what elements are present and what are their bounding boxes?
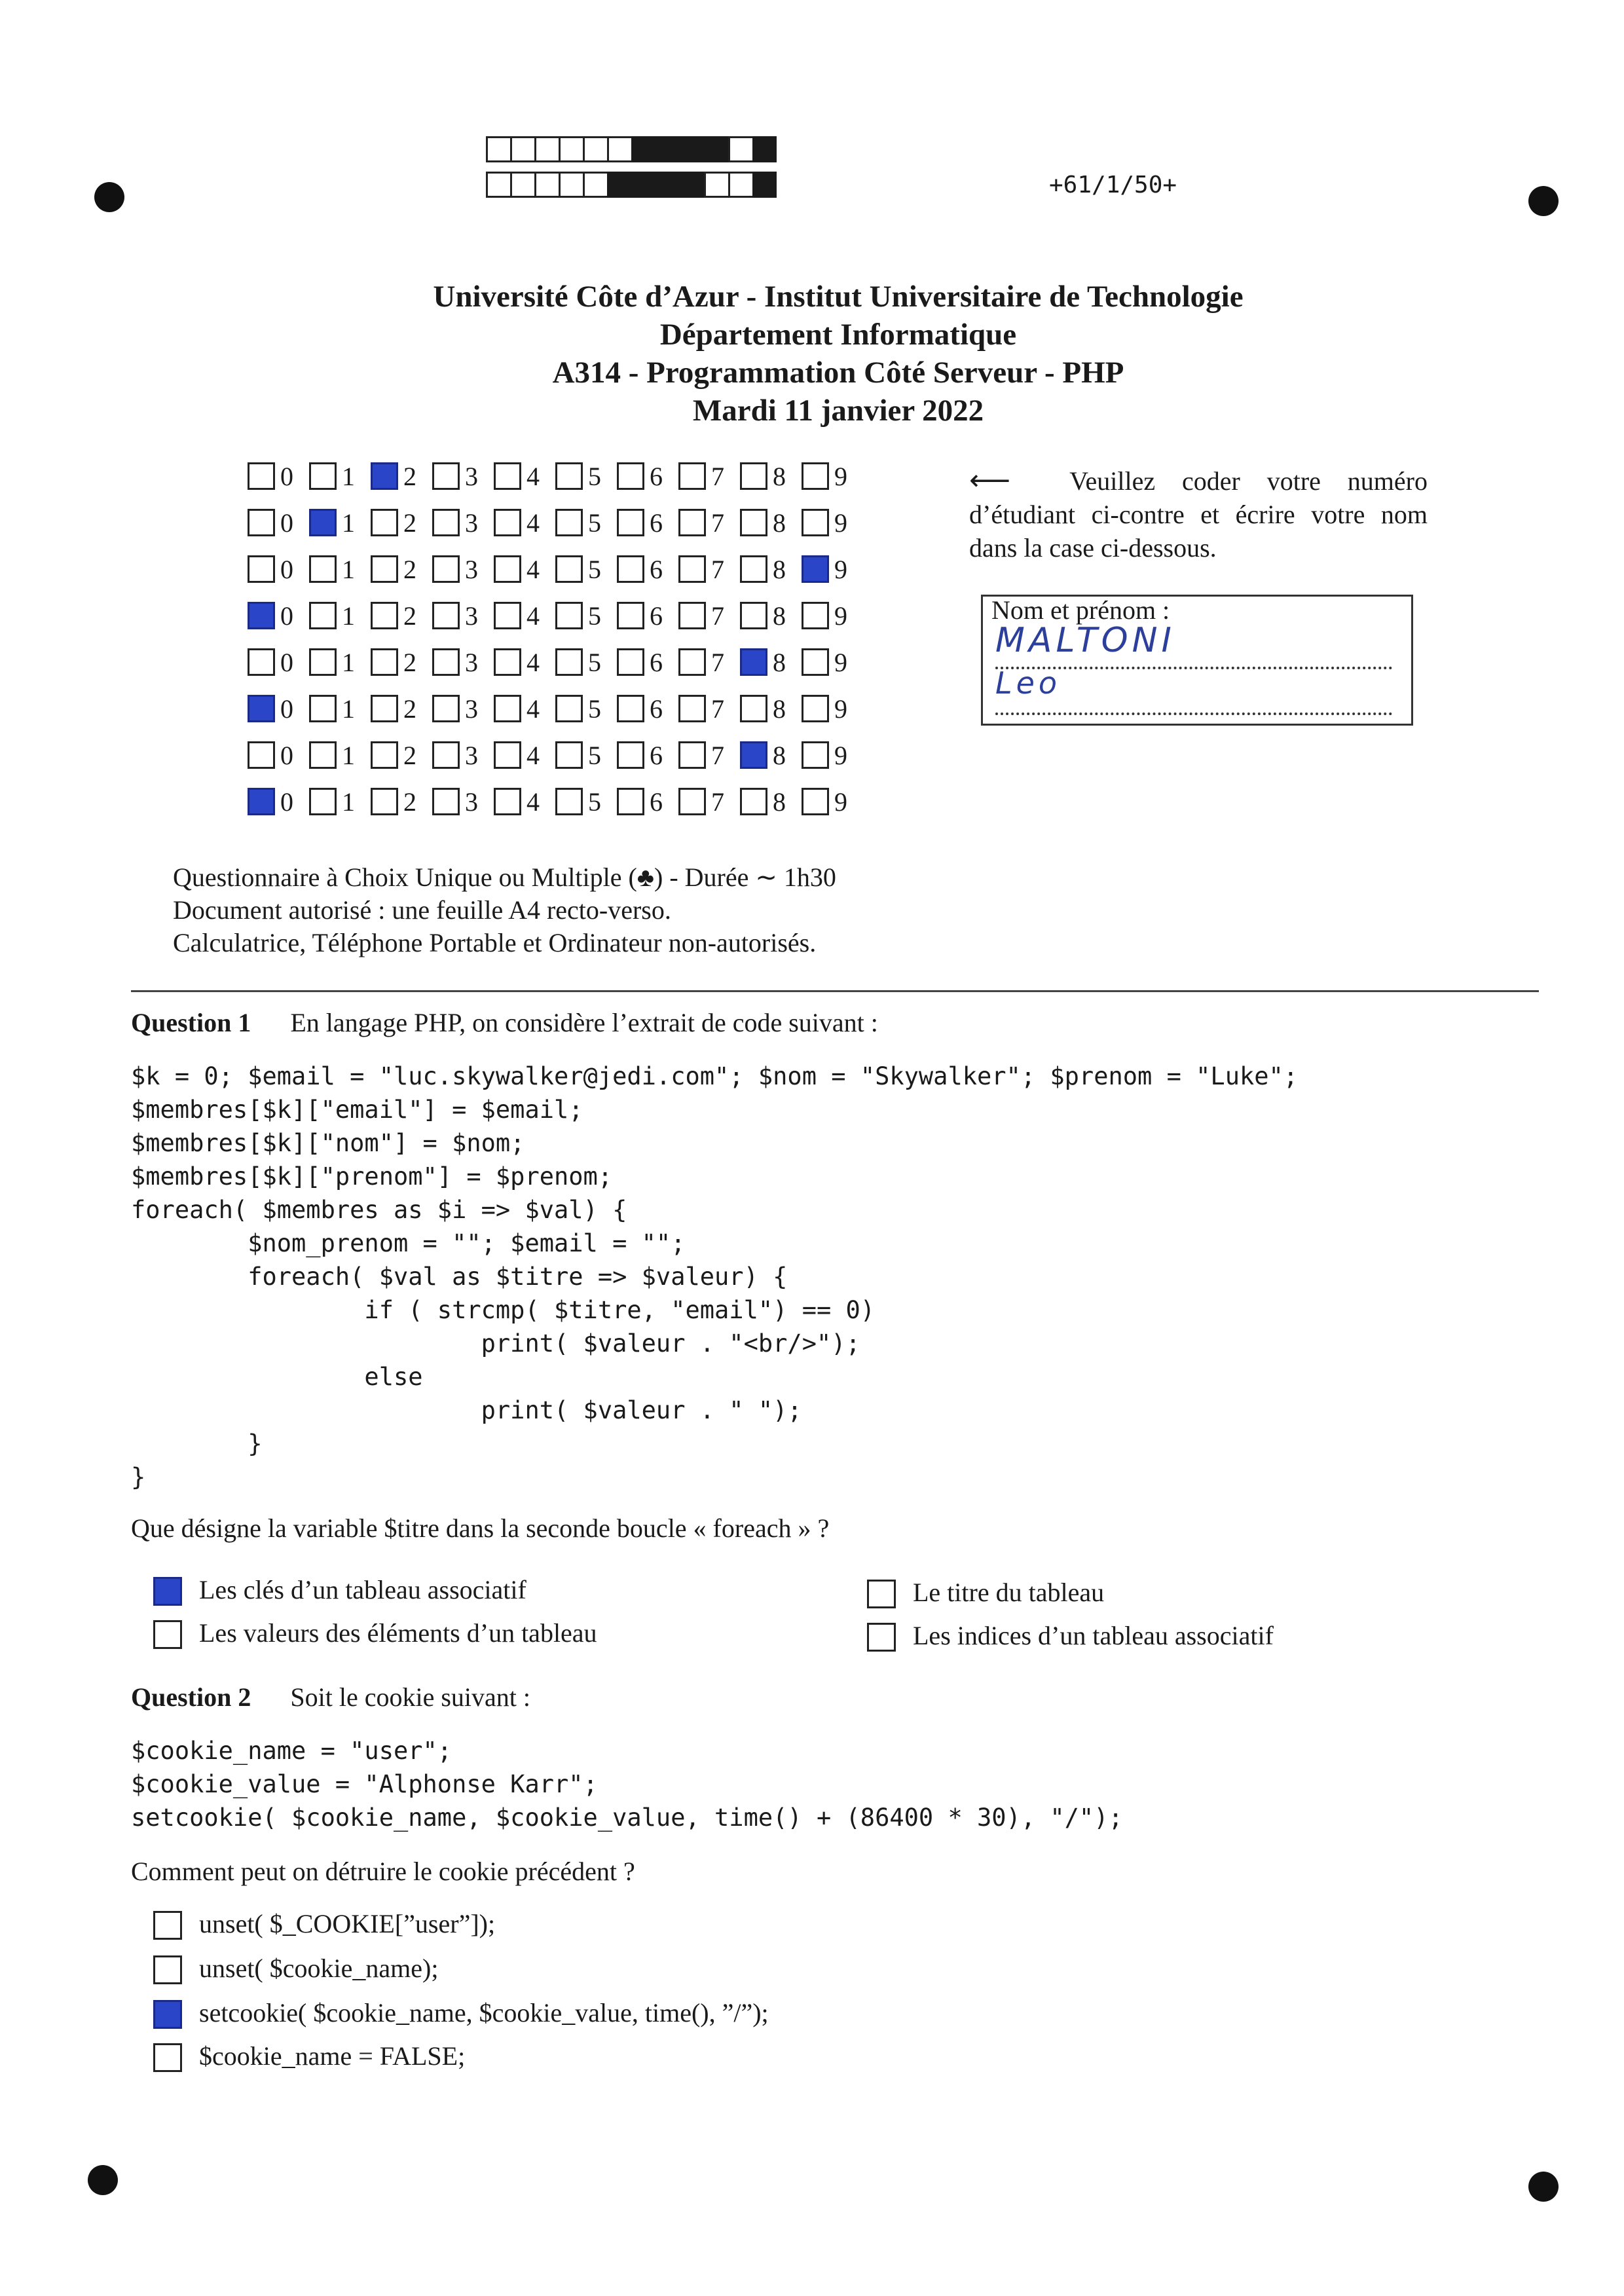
digit-checkbox[interactable] (802, 788, 829, 815)
digit-checkbox[interactable] (617, 741, 644, 769)
barcode-cell (704, 136, 728, 162)
digit-checkbox[interactable] (371, 462, 398, 490)
digit-label: 9 (834, 508, 847, 538)
digit-checkbox[interactable] (678, 788, 706, 815)
question-2-header (131, 1682, 530, 1713)
exam-info-line: Document autorisé : une feuille A4 recto-verso. (173, 895, 671, 925)
digit-label: 2 (403, 648, 416, 677)
digit-checkbox[interactable] (248, 788, 275, 815)
digit-checkbox[interactable] (494, 741, 521, 769)
answer-checkbox[interactable] (867, 1580, 896, 1608)
digit-label: 6 (650, 694, 663, 724)
barcode-cell (559, 136, 583, 162)
digit-checkbox[interactable] (371, 695, 398, 722)
digit-checkbox[interactable] (802, 509, 829, 536)
digit-label: 5 (588, 694, 601, 724)
digit-label: 6 (650, 648, 663, 677)
digit-label: 1 (342, 741, 355, 770)
registration-dot-top-left (94, 182, 124, 212)
digit-checkbox[interactable] (555, 462, 583, 490)
digit-label: 1 (342, 648, 355, 677)
barcode-cell (607, 136, 631, 162)
digit-label: 1 (342, 601, 355, 631)
id-instructions (969, 464, 1428, 565)
barcode-cell (631, 172, 655, 198)
code-line: foreach( $val as $titre => $valeur) { (131, 1263, 788, 1291)
handwritten-last-name: MALTONI (995, 621, 1175, 660)
code-line: if ( strcmp( $titre, "email") == 0) (131, 1296, 876, 1324)
digit-label: 9 (834, 555, 847, 584)
digit-label: 9 (834, 694, 847, 724)
digit-label: 7 (711, 694, 724, 724)
digit-label: 7 (711, 462, 724, 491)
digit-label: 8 (773, 601, 786, 631)
digit-checkbox[interactable] (248, 695, 275, 722)
digit-label: 2 (403, 462, 416, 491)
question-2-prompt: Comment peut on détruire le cookie précédent ? (131, 1857, 635, 1886)
digit-checkbox[interactable] (617, 462, 644, 490)
answer-checkbox[interactable] (153, 2000, 182, 2029)
digit-label: 6 (650, 555, 663, 584)
digit-checkbox[interactable] (494, 602, 521, 629)
digit-label: 8 (773, 648, 786, 677)
barcode-cell (655, 136, 680, 162)
barcode-cell (583, 172, 607, 198)
digit-label: 3 (465, 462, 478, 491)
digit-label: 0 (280, 555, 293, 584)
exam-info-line: Calculatrice, Téléphone Portable et Ordinateur non-autorisés. (173, 928, 817, 957)
digit-checkbox[interactable] (617, 695, 644, 722)
digit-checkbox[interactable] (740, 788, 767, 815)
digit-checkbox[interactable] (494, 788, 521, 815)
digit-label: 1 (342, 462, 355, 491)
digit-checkbox[interactable] (494, 462, 521, 490)
barcode-cell (752, 172, 777, 198)
digit-label: 8 (773, 694, 786, 724)
digit-checkbox[interactable] (617, 602, 644, 629)
barcode-cell (486, 172, 510, 198)
code-line: $cookie_name = "user"; (131, 1737, 452, 1765)
digit-label: 4 (526, 741, 540, 770)
digit-label: 5 (588, 601, 601, 631)
answer-checkbox[interactable] (153, 1577, 182, 1606)
digit-label: 3 (465, 648, 478, 677)
barcode-cell (704, 172, 728, 198)
answer-checkbox[interactable] (153, 1620, 182, 1649)
answer-checkbox[interactable] (153, 1955, 182, 1984)
digit-label: 7 (711, 787, 724, 817)
digit-checkbox[interactable] (617, 788, 644, 815)
barcode-cell (728, 136, 752, 162)
digit-checkbox[interactable] (555, 788, 583, 815)
digit-label: 0 (280, 648, 293, 677)
digit-label: 0 (280, 741, 293, 770)
code-line: $membres[$k]["nom"] = $nom; (131, 1129, 525, 1157)
digit-checkbox[interactable] (494, 695, 521, 722)
digit-label: 2 (403, 787, 416, 817)
digit-label: 3 (465, 694, 478, 724)
digit-label: 7 (711, 601, 724, 631)
digit-checkbox[interactable] (248, 648, 275, 676)
code-line: setcookie( $cookie_name, $cookie_value, time() + (86400 * 30), "/"); (131, 1804, 1123, 1832)
digit-checkbox[interactable] (248, 741, 275, 769)
exam-title-line: A314 - Programmation Côté Serveur - PHP (552, 356, 1124, 390)
digit-checkbox[interactable] (802, 462, 829, 490)
digit-checkbox[interactable] (371, 648, 398, 676)
digit-checkbox[interactable] (678, 648, 706, 676)
digit-label: 5 (588, 741, 601, 770)
code-line: else (131, 1363, 423, 1391)
digit-checkbox[interactable] (617, 555, 644, 583)
answer-option-label: unset( $_COOKIE[”user”]); (199, 1909, 496, 1938)
barcode-cell (510, 172, 534, 198)
digit-checkbox[interactable] (617, 648, 644, 676)
digit-checkbox[interactable] (309, 509, 337, 536)
code-line: $cookie_value = "Alphonse Karr"; (131, 1770, 598, 1798)
sheet-barcode-row (486, 172, 777, 198)
digit-label: 1 (342, 694, 355, 724)
answer-checkbox[interactable] (153, 1911, 182, 1940)
digit-checkbox[interactable] (740, 509, 767, 536)
question-label: Question 2 (131, 1682, 251, 1712)
digit-label: 0 (280, 508, 293, 538)
digit-label: 4 (526, 462, 540, 491)
digit-label: 3 (465, 741, 478, 770)
question-2-code (131, 1734, 1123, 1834)
answer-option-label: Les valeurs des éléments d’un tableau (199, 1618, 597, 1648)
digit-checkbox[interactable] (740, 695, 767, 722)
digit-label: 8 (773, 508, 786, 538)
digit-checkbox[interactable] (309, 788, 337, 815)
name-label: Nom et prénom : (991, 595, 1170, 625)
digit-label: 3 (465, 787, 478, 817)
code-line: print( $valeur . "<br/>"); (131, 1329, 860, 1358)
barcode-cell (655, 172, 680, 198)
digit-label: 8 (773, 741, 786, 770)
digit-checkbox[interactable] (802, 741, 829, 769)
registration-dot-bottom-left (88, 2165, 118, 2195)
digit-label: 1 (342, 787, 355, 817)
digit-checkbox[interactable] (740, 648, 767, 676)
answer-checkbox[interactable] (153, 2043, 182, 2072)
digit-checkbox[interactable] (555, 509, 583, 536)
question-1-code (131, 1060, 1298, 1494)
code-line: print( $valeur . " "); (131, 1396, 802, 1424)
digit-checkbox[interactable] (248, 509, 275, 536)
digit-label: 6 (650, 462, 663, 491)
code-line: $membres[$k]["prenom"] = $prenom; (131, 1162, 613, 1191)
digit-checkbox[interactable] (432, 648, 460, 676)
digit-label: 2 (403, 601, 416, 631)
code-line: $nom_prenom = ""; $email = ""; (131, 1229, 686, 1257)
digit-checkbox[interactable] (617, 509, 644, 536)
digit-label: 5 (588, 508, 601, 538)
answer-option-label: setcookie( $cookie_name, $cookie_value, time(), ”/”); (199, 1998, 769, 2028)
name-dotted-line (995, 713, 1392, 715)
digit-label: 0 (280, 787, 293, 817)
digit-checkbox[interactable] (432, 602, 460, 629)
digit-label: 2 (403, 741, 416, 770)
sheet-id: +61/1/50+ (1049, 172, 1177, 198)
digit-label: 5 (588, 787, 601, 817)
digit-checkbox[interactable] (432, 788, 460, 815)
digit-label: 6 (650, 601, 663, 631)
digit-checkbox[interactable] (555, 602, 583, 629)
code-line: } (131, 1463, 146, 1491)
digit-label: 3 (465, 508, 478, 538)
barcode-cell (631, 136, 655, 162)
digit-checkbox[interactable] (740, 555, 767, 583)
answer-option-label: unset( $cookie_name); (199, 1953, 439, 1983)
digit-label: 8 (773, 462, 786, 491)
digit-label: 5 (588, 462, 601, 491)
sheet-barcode-row (486, 136, 777, 162)
answer-option-label: Le titre du tableau (913, 1578, 1105, 1607)
digit-checkbox[interactable] (432, 509, 460, 536)
digit-label: 1 (342, 555, 355, 584)
digit-label: 7 (711, 555, 724, 584)
digit-label: 6 (650, 741, 663, 770)
digit-checkbox[interactable] (678, 695, 706, 722)
digit-label: 4 (526, 787, 540, 817)
digit-checkbox[interactable] (740, 462, 767, 490)
digit-checkbox[interactable] (494, 648, 521, 676)
question-intro: En langage PHP, on considère l’extrait de code suivant : (290, 1008, 878, 1037)
digit-checkbox[interactable] (555, 648, 583, 676)
answer-option-label: $cookie_name = FALSE; (199, 2041, 466, 2071)
digit-label: 9 (834, 787, 847, 817)
digit-checkbox[interactable] (309, 602, 337, 629)
digit-checkbox[interactable] (248, 462, 275, 490)
digit-checkbox[interactable] (678, 741, 706, 769)
digit-checkbox[interactable] (371, 602, 398, 629)
digit-checkbox[interactable] (802, 602, 829, 629)
digit-label: 7 (711, 508, 724, 538)
digit-label: 9 (834, 462, 847, 491)
exam-title-line: Mardi 11 janvier 2022 (692, 394, 984, 428)
question-1-prompt: Que désigne la variable $titre dans la seconde boucle « foreach » ? (131, 1513, 830, 1543)
instructions-text: Veuillez coder votre numéro d’étudiant ci-contre et écrire votre nom dans la case ci-dessous. (969, 466, 1428, 563)
barcode-cell (728, 172, 752, 198)
digit-label: 4 (526, 648, 540, 677)
digit-checkbox[interactable] (309, 695, 337, 722)
digit-checkbox[interactable] (248, 555, 275, 583)
handwritten-first-name: Leo (995, 665, 1061, 701)
digit-label: 8 (773, 787, 786, 817)
question-1-header (131, 1007, 878, 1038)
answer-option-label: Les clés d’un tableau associatif (199, 1575, 526, 1604)
digit-label: 4 (526, 555, 540, 584)
digit-checkbox[interactable] (371, 555, 398, 583)
code-line: } (131, 1430, 263, 1458)
digit-label: 9 (834, 741, 847, 770)
barcode-cell (607, 172, 631, 198)
digit-checkbox[interactable] (494, 509, 521, 536)
digit-checkbox[interactable] (309, 741, 337, 769)
digit-label: 7 (711, 741, 724, 770)
answer-checkbox[interactable] (867, 1623, 896, 1652)
code-line: $membres[$k]["email"] = $email; (131, 1096, 583, 1124)
answer-option-label: Les indices d’un tableau associatif (913, 1621, 1274, 1650)
digit-label: 0 (280, 601, 293, 631)
left-arrow-icon: ⟵ (969, 464, 1011, 496)
digit-label: 4 (526, 508, 540, 538)
barcode-cell (680, 136, 704, 162)
digit-label: 6 (650, 787, 663, 817)
digit-label: 5 (588, 555, 601, 584)
barcode-cell (752, 136, 777, 162)
digit-label: 2 (403, 555, 416, 584)
separator-line (131, 990, 1539, 992)
barcode-cell (534, 172, 559, 198)
digit-checkbox[interactable] (432, 462, 460, 490)
digit-label: 8 (773, 555, 786, 584)
digit-checkbox[interactable] (802, 695, 829, 722)
digit-checkbox[interactable] (371, 741, 398, 769)
code-line: foreach( $membres as $i => $val) { (131, 1196, 627, 1224)
barcode-cell (559, 172, 583, 198)
exam-title-line: Département Informatique (659, 318, 1017, 352)
barcode-cell (486, 136, 510, 162)
digit-checkbox[interactable] (371, 509, 398, 536)
digit-label: 3 (465, 601, 478, 631)
digit-checkbox[interactable] (678, 602, 706, 629)
digit-checkbox[interactable] (678, 509, 706, 536)
exam-title-line: Université Côte d’Azur - Institut Universitaire de Technologie (433, 280, 1244, 314)
digit-checkbox[interactable] (494, 555, 521, 583)
digit-label: 0 (280, 462, 293, 491)
digit-checkbox[interactable] (309, 555, 337, 583)
digit-checkbox[interactable] (802, 555, 829, 583)
digit-label: 2 (403, 508, 416, 538)
digit-label: 4 (526, 601, 540, 631)
barcode-cell (583, 136, 607, 162)
digit-label: 7 (711, 648, 724, 677)
digit-checkbox[interactable] (432, 695, 460, 722)
barcode-cell (680, 172, 704, 198)
digit-label: 5 (588, 648, 601, 677)
digit-checkbox[interactable] (432, 555, 460, 583)
digit-label: 9 (834, 601, 847, 631)
digit-checkbox[interactable] (309, 462, 337, 490)
digit-checkbox[interactable] (248, 602, 275, 629)
barcode-cell (534, 136, 559, 162)
digit-checkbox[interactable] (678, 555, 706, 583)
digit-checkbox[interactable] (555, 695, 583, 722)
question-intro: Soit le cookie suivant : (290, 1682, 530, 1712)
barcode-cell (510, 136, 534, 162)
digit-label: 1 (342, 508, 355, 538)
digit-checkbox[interactable] (740, 741, 767, 769)
digit-label: 3 (465, 555, 478, 584)
code-line: $k = 0; $email = "luc.skywalker@jedi.com"; $nom = "Skywalker"; $prenom = "Luke"; (131, 1062, 1299, 1090)
digit-checkbox[interactable] (371, 788, 398, 815)
registration-dot-bottom-right (1528, 2172, 1559, 2202)
digit-label: 0 (280, 694, 293, 724)
digit-label: 4 (526, 694, 540, 724)
digit-checkbox[interactable] (555, 741, 583, 769)
digit-checkbox[interactable] (432, 741, 460, 769)
digit-checkbox[interactable] (309, 648, 337, 676)
registration-dot-top-right (1528, 186, 1559, 216)
digit-checkbox[interactable] (740, 602, 767, 629)
digit-checkbox[interactable] (678, 462, 706, 490)
digit-checkbox[interactable] (555, 555, 583, 583)
exam-info-line: Questionnaire à Choix Unique ou Multiple (♣) - Durée ∼ 1h30 (173, 862, 836, 892)
digit-checkbox[interactable] (802, 648, 829, 676)
question-label: Question 1 (131, 1008, 251, 1037)
digit-label: 6 (650, 508, 663, 538)
digit-label: 9 (834, 648, 847, 677)
digit-label: 2 (403, 694, 416, 724)
